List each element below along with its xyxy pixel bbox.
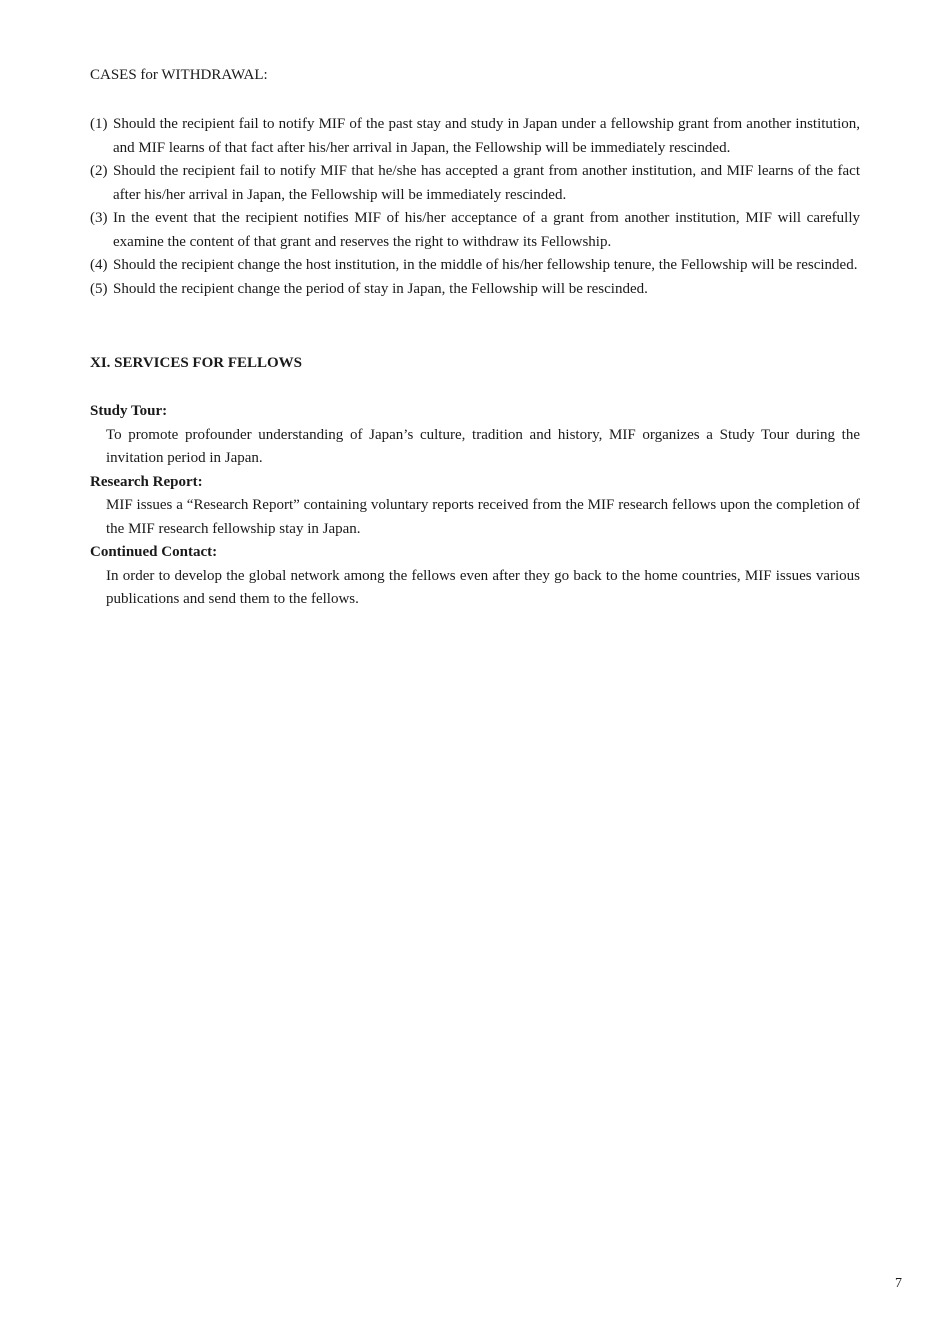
case-item-3	[90, 207, 860, 254]
case-text: Should the recipient fail to notify MIF that he/she has accepted a grant from another institution, and MIF learns of the fact after his/her arrival in Japan, the Fellowship will be immediately rescinded.	[113, 163, 860, 203]
service-continued-contact	[90, 541, 860, 612]
service-title: Continued Contact:	[90, 544, 218, 560]
service-title: Study Tour:	[90, 403, 168, 419]
case-item-5	[90, 278, 860, 302]
case-item-1	[90, 113, 860, 160]
case-number: (4)	[90, 257, 108, 273]
page-number: 7	[895, 1276, 902, 1291]
cases-title: CASES for WITHDRAWAL:	[90, 67, 268, 83]
case-number: (5)	[90, 280, 108, 297]
service-text: MIF issues a “Research Report” containing voluntary reports received from the MIF research fellows upon the completion of the MIF research fellowship stay in Japan.	[106, 497, 860, 537]
case-item-4	[90, 254, 860, 278]
service-text: To promote profounder understanding of Japan’s culture, tradition and history, MIF organizes a Study Tour during the invitation period in Japan.	[106, 426, 860, 466]
case-text: Should the recipient change the host institution, in the middle of his/her fellowship tenure, the Fellowship will be rescinded.	[113, 257, 858, 273]
document-page	[90, 64, 860, 612]
service-research-report	[90, 471, 860, 542]
service-study-tour	[90, 400, 860, 471]
case-text: Should the recipient fail to notify MIF of the past stay and study in Japan under a fellowship grant from another institution, and MIF learns of that fact after his/her arrival in Japan, the Fellowship will be immediately rescinded.	[113, 116, 860, 156]
case-item-2	[90, 160, 860, 207]
case-text: Should the recipient change the period of stay in Japan, the Fellowship will be rescinded.	[113, 280, 648, 297]
case-text: In the event that the recipient notifies MIF of his/her acceptance of a grant from another institution, MIF will carefully examine the content of that grant and reserves the right to withdraw its Fellowship.	[113, 210, 860, 250]
service-title: Research Report:	[90, 473, 203, 490]
section-heading-services: XI. SERVICES FOR FELLOWS	[90, 355, 303, 371]
service-text: In order to develop the global network among the fellows even after they go back to the home countries, MIF issues various publications and send them to the fellows.	[106, 567, 860, 607]
case-number: (1)	[90, 116, 108, 132]
case-number: (3)	[90, 210, 108, 226]
withdrawal-case-list	[90, 113, 860, 301]
case-number: (2)	[90, 163, 108, 179]
